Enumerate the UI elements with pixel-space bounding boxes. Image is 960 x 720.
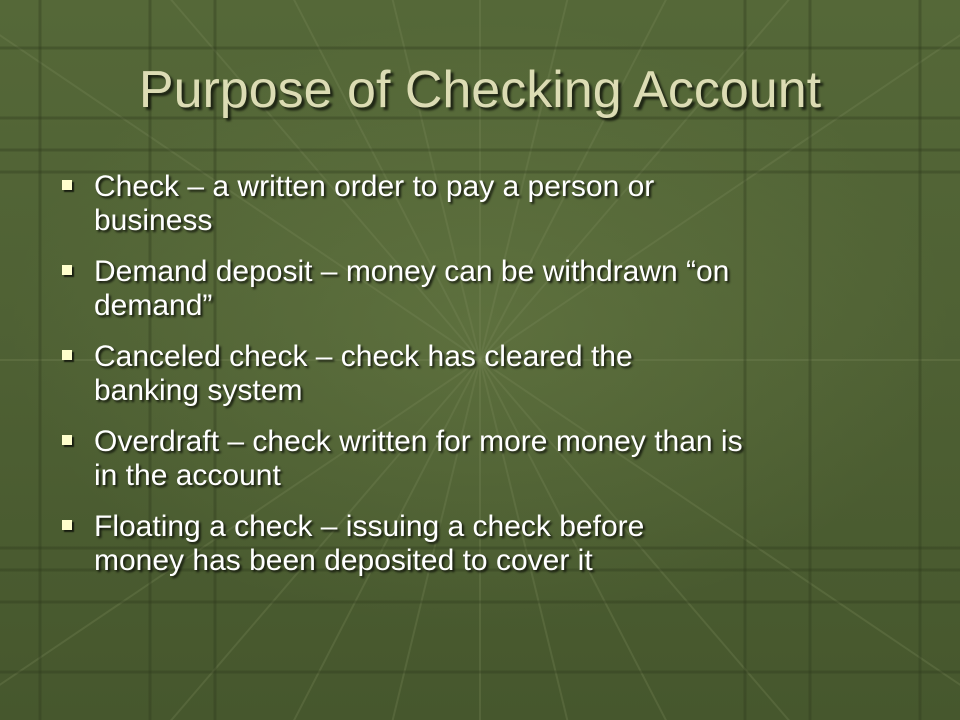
square-bullet-icon [62,180,72,190]
bullet-text-line2: in the account [94,459,281,492]
bullet-item-check [62,170,912,238]
bullet-item-demand-deposit [62,255,912,323]
bullet-text-line1: Floating a check – issuing a check before [94,510,645,543]
bullet-text-line1: Check – a written order to pay a person or [94,170,655,203]
bullet-text-line2: demand” [94,289,213,322]
bullet-item-floating-check [62,510,912,578]
square-bullet-icon [62,265,72,275]
slide-title: Purpose of Checking Account [138,61,822,119]
bullet-item-canceled-check [62,340,912,408]
bullet-text-line2: money has been deposited to cover it [94,544,593,577]
square-bullet-icon [62,520,72,530]
bullet-text-line1: Demand deposit – money can be withdrawn “on [94,255,730,288]
bullet-text-line2: banking system [94,374,303,407]
square-bullet-icon [62,435,72,445]
bullet-item-overdraft [62,425,912,493]
bullet-list [62,170,912,595]
bullet-text-line1: Canceled check – check has cleared the [94,340,633,373]
bullet-text-line1: Overdraft – check written for more money than is [94,425,743,458]
square-bullet-icon [62,350,72,360]
bullet-text-line2: business [94,204,213,237]
